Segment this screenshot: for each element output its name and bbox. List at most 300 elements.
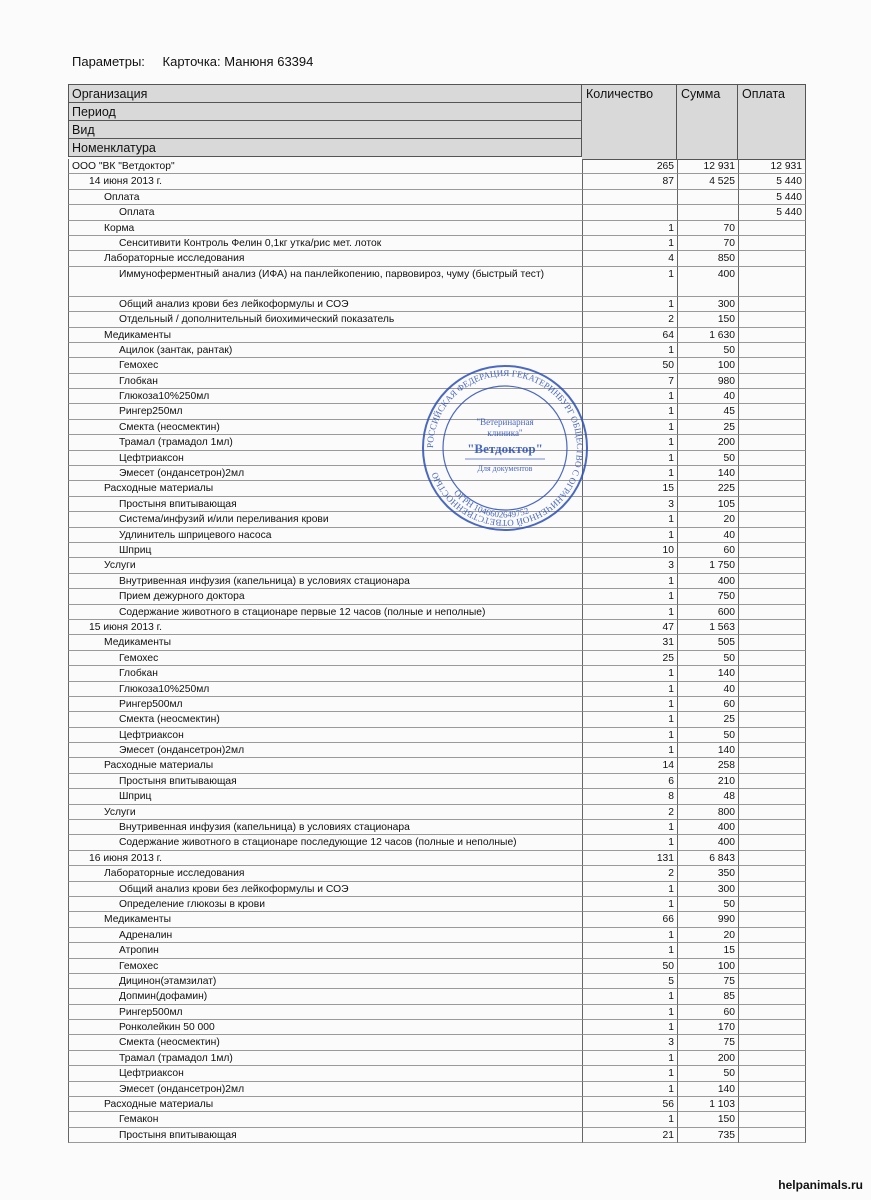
row-sum: 140 xyxy=(677,466,738,481)
row-sum: 505 xyxy=(677,635,738,650)
row-quantity: 1 xyxy=(582,666,677,681)
row-quantity: 15 xyxy=(582,481,677,496)
row-quantity: 1 xyxy=(582,835,677,850)
row-name xyxy=(68,343,582,358)
row-name xyxy=(68,774,582,789)
table-row xyxy=(68,666,806,681)
table-row xyxy=(68,697,806,712)
row-sum: 12 931 xyxy=(677,159,738,174)
row-name xyxy=(68,190,582,205)
row-payment xyxy=(738,712,806,727)
row-name xyxy=(68,1051,582,1066)
row-quantity: 8 xyxy=(582,789,677,804)
row-quantity: 56 xyxy=(582,1097,677,1112)
table-row xyxy=(68,743,806,758)
row-name-text: Рингер250мл xyxy=(119,406,183,418)
row-sum: 150 xyxy=(677,1112,738,1127)
row-name xyxy=(68,989,582,1004)
stamp-outer-text: РОССИЙСКАЯ ФЕДЕРАЦИЯ ГЕКАТЕРИНБУРГ ОБЩЕСТВО С ОГРАНИЧЕННОЙ ОТВЕТСТВЕННОСТЬЮ xyxy=(424,367,586,529)
row-name xyxy=(68,1112,582,1127)
row-sum: 735 xyxy=(677,1128,738,1143)
row-payment xyxy=(738,897,806,912)
row-name xyxy=(68,635,582,650)
row-name-text: Лабораторные исследования xyxy=(104,253,245,265)
row-payment xyxy=(738,404,806,419)
row-sum: 300 xyxy=(677,882,738,897)
table-row xyxy=(68,820,806,835)
row-name xyxy=(68,558,582,573)
row-name xyxy=(68,1128,582,1143)
header-organization: Организация xyxy=(68,84,582,102)
row-sum: 100 xyxy=(677,358,738,373)
row-payment xyxy=(738,267,806,297)
row-quantity: 265 xyxy=(582,159,677,174)
row-quantity: 131 xyxy=(582,851,677,866)
table-row xyxy=(68,574,806,589)
row-payment xyxy=(738,574,806,589)
row-sum: 50 xyxy=(677,451,738,466)
row-quantity: 2 xyxy=(582,866,677,881)
row-name xyxy=(68,866,582,881)
table-row xyxy=(68,543,806,558)
row-quantity: 5 xyxy=(582,974,677,989)
row-name xyxy=(68,328,582,343)
row-name-text: Адреналин xyxy=(119,929,173,941)
row-sum: 350 xyxy=(677,866,738,881)
row-name-text: Шприц xyxy=(119,544,152,556)
table-row xyxy=(68,328,806,343)
row-name xyxy=(68,574,582,589)
row-sum: 50 xyxy=(677,897,738,912)
table-row xyxy=(68,221,806,236)
stamp-line3: "Ветдоктор" xyxy=(467,441,543,456)
row-name xyxy=(68,1082,582,1097)
row-name xyxy=(68,697,582,712)
row-quantity: 1 xyxy=(582,712,677,727)
row-sum: 60 xyxy=(677,543,738,558)
row-name-text: Расходные материалы xyxy=(104,1099,214,1111)
row-name-text: Глюкоза10%250мл xyxy=(119,683,210,695)
row-name xyxy=(68,620,582,635)
row-payment xyxy=(738,221,806,236)
table-row xyxy=(68,789,806,804)
row-quantity: 1 xyxy=(582,512,677,527)
row-quantity: 10 xyxy=(582,543,677,558)
stamp-line4: Для документов xyxy=(477,464,533,473)
row-sum: 750 xyxy=(677,589,738,604)
row-quantity: 47 xyxy=(582,620,677,635)
row-name xyxy=(68,758,582,773)
row-name xyxy=(68,912,582,927)
table-row xyxy=(68,943,806,958)
table-row xyxy=(68,635,806,650)
row-sum: 990 xyxy=(677,912,738,927)
row-payment xyxy=(738,358,806,373)
row-quantity: 1 xyxy=(582,528,677,543)
table-row xyxy=(68,312,806,327)
row-payment xyxy=(738,558,806,573)
row-name xyxy=(68,928,582,943)
row-quantity: 64 xyxy=(582,328,677,343)
row-sum: 4 525 xyxy=(677,174,738,189)
row-quantity: 21 xyxy=(582,1128,677,1143)
row-name xyxy=(68,312,582,327)
header-sum: Сумма xyxy=(677,84,738,160)
row-name xyxy=(68,789,582,804)
row-payment xyxy=(738,774,806,789)
row-name-text: Смекта (неосмектин) xyxy=(119,714,220,726)
row-name xyxy=(68,1066,582,1081)
table-row xyxy=(68,1020,806,1035)
row-name xyxy=(68,835,582,850)
table-row xyxy=(68,297,806,312)
table-row xyxy=(68,974,806,989)
table-row xyxy=(68,897,806,912)
row-quantity: 1 xyxy=(582,297,677,312)
row-name-text: Рингер500мл xyxy=(119,698,183,710)
row-sum: 210 xyxy=(677,774,738,789)
row-payment: 12 931 xyxy=(738,159,806,174)
table-row xyxy=(68,343,806,358)
row-payment xyxy=(738,912,806,927)
row-name-text: Простыня впитывающая xyxy=(119,498,237,510)
header-payment: Оплата xyxy=(738,84,806,160)
row-payment xyxy=(738,312,806,327)
row-name xyxy=(68,543,582,558)
row-payment xyxy=(738,758,806,773)
row-payment xyxy=(738,451,806,466)
row-quantity: 1 xyxy=(582,221,677,236)
row-quantity: 1 xyxy=(582,589,677,604)
row-quantity: 3 xyxy=(582,1035,677,1050)
row-sum: 980 xyxy=(677,374,738,389)
row-payment xyxy=(738,528,806,543)
row-quantity: 1 xyxy=(582,882,677,897)
row-payment xyxy=(738,1005,806,1020)
row-sum: 48 xyxy=(677,789,738,804)
row-name-text: Система/инфузий и/или переливания крови xyxy=(119,514,329,526)
row-name-text: Атропин xyxy=(119,945,159,957)
table-row xyxy=(68,159,806,174)
row-name-text: Эмесет (ондансетрон)2мл xyxy=(119,1083,245,1095)
row-name-text: Эмесет (ондансетрон)2мл xyxy=(119,468,245,480)
row-quantity: 66 xyxy=(582,912,677,927)
row-sum: 50 xyxy=(677,651,738,666)
row-name-text: 16 июня 2013 г. xyxy=(89,852,163,864)
row-payment xyxy=(738,343,806,358)
row-payment xyxy=(738,728,806,743)
header-nomenclature: Номенклатура xyxy=(68,138,582,157)
row-name-text: Гемохес xyxy=(119,652,159,664)
table-row xyxy=(68,1112,806,1127)
row-name-text: Гемакон xyxy=(119,1114,159,1126)
row-quantity: 87 xyxy=(582,174,677,189)
row-sum: 70 xyxy=(677,236,738,251)
report-parameters xyxy=(72,54,313,69)
row-quantity xyxy=(582,190,677,205)
row-quantity: 1 xyxy=(582,743,677,758)
row-sum: 60 xyxy=(677,697,738,712)
row-sum: 20 xyxy=(677,512,738,527)
stamp-line2: клиника" xyxy=(487,428,523,438)
row-payment xyxy=(738,389,806,404)
table-row xyxy=(68,589,806,604)
row-payment xyxy=(738,1128,806,1143)
row-quantity: 1 xyxy=(582,697,677,712)
header-type: Вид xyxy=(68,120,582,138)
row-quantity: 1 xyxy=(582,943,677,958)
table-row xyxy=(68,882,806,897)
row-name xyxy=(68,943,582,958)
row-sum: 20 xyxy=(677,928,738,943)
row-name-text: Цефтриаксон xyxy=(119,1068,184,1080)
header-period: Период xyxy=(68,102,582,120)
row-name-text: Корма xyxy=(104,222,135,234)
row-name xyxy=(68,882,582,897)
row-name-text: Простыня впитывающая xyxy=(119,775,237,787)
table-row xyxy=(68,835,806,850)
row-name-text: Содержание животного в стационаре последующие 12 часов (полные и неполные) xyxy=(119,837,517,849)
row-name xyxy=(68,221,582,236)
row-name-text: Гемохес xyxy=(119,360,159,372)
row-name-text: Цефтриаксон xyxy=(119,452,184,464)
row-name-text: ООО "ВК "Ветдоктор" xyxy=(72,161,175,172)
row-name xyxy=(68,297,582,312)
row-name xyxy=(68,1005,582,1020)
table-row xyxy=(68,620,806,635)
row-payment xyxy=(738,435,806,450)
row-name xyxy=(68,897,582,912)
row-quantity: 1 xyxy=(582,267,677,297)
row-name xyxy=(68,1097,582,1112)
table-row xyxy=(68,682,806,697)
row-payment xyxy=(738,789,806,804)
table-row xyxy=(68,205,806,220)
row-payment xyxy=(738,1066,806,1081)
clinic-stamp xyxy=(420,363,590,533)
row-quantity: 1 xyxy=(582,420,677,435)
row-quantity: 1 xyxy=(582,1112,677,1127)
row-name-text: Смекта (неосмектин) xyxy=(119,1037,220,1049)
row-name xyxy=(68,159,582,174)
row-sum: 400 xyxy=(677,267,738,297)
row-name-text: Удлинитель шприцевого насоса xyxy=(119,529,272,541)
row-payment xyxy=(738,666,806,681)
row-quantity: 4 xyxy=(582,251,677,266)
table-row xyxy=(68,267,806,297)
row-sum: 75 xyxy=(677,974,738,989)
row-quantity: 14 xyxy=(582,758,677,773)
row-name xyxy=(68,205,582,220)
row-sum: 60 xyxy=(677,1005,738,1020)
row-sum: 15 xyxy=(677,943,738,958)
row-name xyxy=(68,174,582,189)
table-row xyxy=(68,758,806,773)
row-quantity: 50 xyxy=(582,959,677,974)
row-sum: 200 xyxy=(677,435,738,450)
row-payment xyxy=(738,743,806,758)
row-payment xyxy=(738,682,806,697)
row-name-text: Общий анализ крови без лейкоформулы и СОЭ xyxy=(119,883,349,895)
row-quantity: 1 xyxy=(582,451,677,466)
row-payment xyxy=(738,1097,806,1112)
row-name-text: Эмесет (ондансетрон)2мл xyxy=(119,745,245,757)
table-row xyxy=(68,1082,806,1097)
row-quantity: 1 xyxy=(582,1005,677,1020)
row-payment xyxy=(738,882,806,897)
table-row xyxy=(68,1066,806,1081)
row-name-text: Простыня впитывающая xyxy=(119,1129,237,1141)
row-payment xyxy=(738,589,806,604)
row-quantity: 50 xyxy=(582,358,677,373)
row-payment xyxy=(738,1020,806,1035)
row-sum: 6 843 xyxy=(677,851,738,866)
row-quantity: 3 xyxy=(582,497,677,512)
row-payment xyxy=(738,989,806,1004)
row-payment xyxy=(738,251,806,266)
row-sum: 25 xyxy=(677,712,738,727)
row-payment xyxy=(738,1082,806,1097)
row-name xyxy=(68,267,582,297)
row-sum: 50 xyxy=(677,728,738,743)
table-row xyxy=(68,851,806,866)
table-row xyxy=(68,605,806,620)
row-name-text: Шприц xyxy=(119,791,152,803)
table-row xyxy=(68,174,806,189)
row-quantity: 1 xyxy=(582,404,677,419)
row-payment xyxy=(738,328,806,343)
row-name-text: Содержание животного в стационаре первые 12 часов (полные и неполные) xyxy=(119,606,486,618)
row-payment xyxy=(738,236,806,251)
row-payment xyxy=(738,959,806,974)
row-name-text: Глюкоза10%250мл xyxy=(119,391,210,403)
watermark: helpanimals.ru xyxy=(778,1178,863,1192)
row-name xyxy=(68,1020,582,1035)
row-name xyxy=(68,651,582,666)
table-row xyxy=(68,190,806,205)
table-row xyxy=(68,1097,806,1112)
row-payment xyxy=(738,1035,806,1050)
row-quantity: 2 xyxy=(582,805,677,820)
row-sum: 105 xyxy=(677,497,738,512)
row-payment xyxy=(738,651,806,666)
row-name-text: Прием дежурного доктора xyxy=(119,591,245,603)
row-name-text: Рингер500мл xyxy=(119,1006,183,1018)
row-name-text: 14 июня 2013 г. xyxy=(89,176,163,188)
table-body xyxy=(68,159,806,1143)
row-name xyxy=(68,805,582,820)
row-quantity: 1 xyxy=(582,1020,677,1035)
row-sum: 225 xyxy=(677,481,738,496)
row-payment xyxy=(738,866,806,881)
row-sum: 300 xyxy=(677,297,738,312)
row-payment xyxy=(738,481,806,496)
row-name xyxy=(68,682,582,697)
row-name-text: Трамал (трамадол 1мл) xyxy=(119,1052,233,1064)
row-sum: 400 xyxy=(677,820,738,835)
row-quantity xyxy=(582,205,677,220)
row-sum: 40 xyxy=(677,389,738,404)
row-quantity: 1 xyxy=(582,236,677,251)
row-sum: 140 xyxy=(677,743,738,758)
row-name xyxy=(68,666,582,681)
table-row xyxy=(68,928,806,943)
row-sum xyxy=(677,205,738,220)
row-name xyxy=(68,712,582,727)
table-row xyxy=(68,251,806,266)
row-payment xyxy=(738,466,806,481)
row-payment xyxy=(738,635,806,650)
table-row xyxy=(68,805,806,820)
stamp-line1: "Ветеринарная xyxy=(476,417,534,427)
row-quantity: 1 xyxy=(582,1066,677,1081)
parameters-value: Карточка: Манюня 63394 xyxy=(162,54,314,69)
row-sum: 600 xyxy=(677,605,738,620)
row-sum: 150 xyxy=(677,312,738,327)
table-row xyxy=(68,1035,806,1050)
row-sum: 1 630 xyxy=(677,328,738,343)
row-name-text: Общий анализ крови без лейкоформулы и СОЭ xyxy=(119,298,349,310)
row-name-text: Дицинон(этамзилат) xyxy=(119,975,217,987)
row-sum: 45 xyxy=(677,404,738,419)
row-name-text: Ацилок (зантак, рантак) xyxy=(119,344,233,356)
row-name xyxy=(68,589,582,604)
row-quantity: 1 xyxy=(582,1082,677,1097)
row-name-text: Цефтриаксон xyxy=(119,729,184,741)
row-name-text: Гемохес xyxy=(119,960,159,972)
row-name xyxy=(68,974,582,989)
table-header xyxy=(68,84,806,160)
row-sum: 1 563 xyxy=(677,620,738,635)
row-name-text: Оплата xyxy=(104,191,140,203)
row-name xyxy=(68,959,582,974)
row-payment xyxy=(738,820,806,835)
row-quantity: 1 xyxy=(582,897,677,912)
row-payment xyxy=(738,620,806,635)
row-quantity: 1 xyxy=(582,728,677,743)
row-quantity: 1 xyxy=(582,928,677,943)
row-payment xyxy=(738,943,806,958)
row-sum: 140 xyxy=(677,666,738,681)
row-quantity: 1 xyxy=(582,989,677,1004)
row-name-text: Иммуноферментный анализ (ИФА) на панлейкопению, парвовироз, чуму (быстрый тест) xyxy=(119,268,545,280)
row-payment xyxy=(738,928,806,943)
row-payment xyxy=(738,543,806,558)
row-sum: 50 xyxy=(677,343,738,358)
row-sum: 100 xyxy=(677,959,738,974)
row-quantity: 7 xyxy=(582,374,677,389)
row-payment: 5 440 xyxy=(738,174,806,189)
row-name-text: Сенситивити Контроль Фелин 0,1кг утка/рис мет. лоток xyxy=(119,237,382,249)
row-quantity: 1 xyxy=(582,605,677,620)
row-payment xyxy=(738,497,806,512)
row-quantity: 1 xyxy=(582,343,677,358)
row-name xyxy=(68,820,582,835)
row-quantity: 1 xyxy=(582,1051,677,1066)
row-quantity: 1 xyxy=(582,466,677,481)
row-quantity: 1 xyxy=(582,820,677,835)
row-payment: 5 440 xyxy=(738,190,806,205)
row-payment xyxy=(738,851,806,866)
row-name-text: Внутривенная инфузия (капельница) в условиях стационара xyxy=(119,822,410,834)
row-name-text: Лабораторные исследования xyxy=(104,868,245,880)
row-name-text: Внутривенная инфузия (капельница) в условиях стационара xyxy=(119,575,410,587)
row-name-text: Трамал (трамадол 1мл) xyxy=(119,437,233,449)
row-payment: 5 440 xyxy=(738,205,806,220)
row-sum: 1 103 xyxy=(677,1097,738,1112)
row-sum: 258 xyxy=(677,758,738,773)
row-name xyxy=(68,251,582,266)
